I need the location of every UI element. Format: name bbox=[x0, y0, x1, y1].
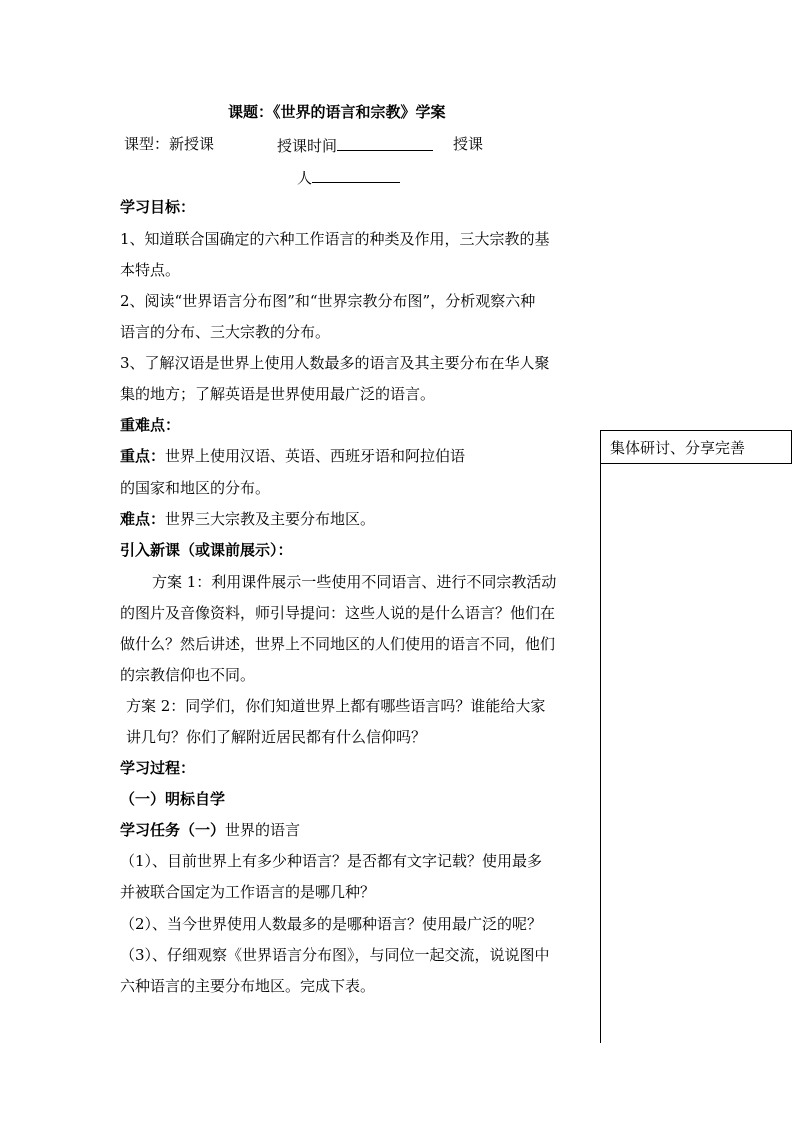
section1-heading: （一）明标自学 bbox=[120, 790, 226, 808]
plan1-line3: 做什么？然后讲述，世界上不同地区的人们使用的语言不同，他们 bbox=[120, 635, 556, 653]
difficulty-line bbox=[120, 509, 375, 529]
task1-line bbox=[120, 820, 300, 840]
teacher-field bbox=[297, 166, 400, 188]
teacher-label-1: 授课 bbox=[453, 135, 484, 153]
teacher-label-2: 人 bbox=[297, 169, 313, 187]
course-type: 课型：新授课 bbox=[124, 135, 215, 153]
time-field bbox=[277, 134, 433, 156]
intro-heading: 引入新课（或课前展示）： bbox=[120, 541, 293, 559]
plan2-line2: 讲几句？你们了解附近居民都有什么信仰吗？ bbox=[126, 728, 427, 746]
task1-text: 世界的语言 bbox=[225, 821, 301, 839]
objectives-heading: 学习目标： bbox=[120, 198, 196, 216]
question3-line2: 六种语言的主要分布地区。完成下表。 bbox=[120, 977, 376, 995]
question3-line1: （3）、仔细观察《世界语言分布图》，与同位一起交流，说说图中 bbox=[120, 946, 550, 964]
focus-line2: 的国家和地区的分布。 bbox=[120, 479, 271, 497]
sidebar-box bbox=[600, 430, 792, 464]
time-blank bbox=[337, 134, 433, 151]
task1-label: 学习任务（一） bbox=[120, 821, 226, 839]
difficulty-text: 世界三大宗教及主要分布地区。 bbox=[165, 510, 376, 528]
objective-1-line2: 本特点。 bbox=[120, 261, 181, 279]
focus-line1 bbox=[120, 446, 465, 466]
plan1-line1: 方案 1：利用课件展示一些使用不同语言、进行不同宗教活动 bbox=[152, 573, 557, 591]
plan1-line2: 的图片及音像资料，师引导提问：这些人说的是什么语言？他们在 bbox=[120, 604, 556, 622]
time-label: 授课时间 bbox=[277, 137, 338, 155]
objective-3-line2: 集的地方；了解英语是世界使用最广泛的语言。 bbox=[120, 385, 436, 403]
key-points-heading: 重难点： bbox=[120, 416, 181, 434]
process-heading: 学习过程： bbox=[120, 759, 196, 777]
sidebar-label: 集体研讨、分享完善 bbox=[610, 439, 746, 457]
plan1-line4: 的宗教信仰也不同。 bbox=[120, 666, 256, 684]
objective-3-line1: 3、了解汉语是世界上使用人数最多的语言及其主要分布在华人聚 bbox=[120, 354, 550, 372]
focus-text: 世界上使用汉语、英语、西班牙语和阿拉伯语 bbox=[165, 447, 466, 465]
objective-2-line1: 2、阅读“世界语言分布图”和“世界宗教分布图”，分析观察六种 bbox=[120, 292, 536, 310]
sidebar-divider bbox=[600, 463, 601, 1043]
focus-label: 重点： bbox=[120, 447, 166, 465]
plan2-line1: 方案 2：同学们，你们知道世界上都有哪些语言吗？谁能给大家 bbox=[126, 697, 546, 715]
page-title: 课题：《世界的语言和宗教》学案 bbox=[228, 103, 446, 121]
objective-2-line2: 语言的分布、三大宗教的分布。 bbox=[120, 323, 331, 341]
difficulty-label: 难点： bbox=[120, 510, 166, 528]
question1-line2: 并被联合国定为工作语言的是哪几种？ bbox=[120, 883, 376, 901]
teacher-blank bbox=[312, 166, 400, 183]
objective-1-line1: 1、知道联合国确定的六种工作语言的种类及作用，三大宗教的基 bbox=[120, 230, 550, 248]
question1-line1: （1）、目前世界上有多少种语言？是否都有文字记载？使用最多 bbox=[120, 852, 543, 870]
question2: （2）、当今世界使用人数最多的是哪种语言？使用最广泛的呢？ bbox=[120, 915, 543, 933]
